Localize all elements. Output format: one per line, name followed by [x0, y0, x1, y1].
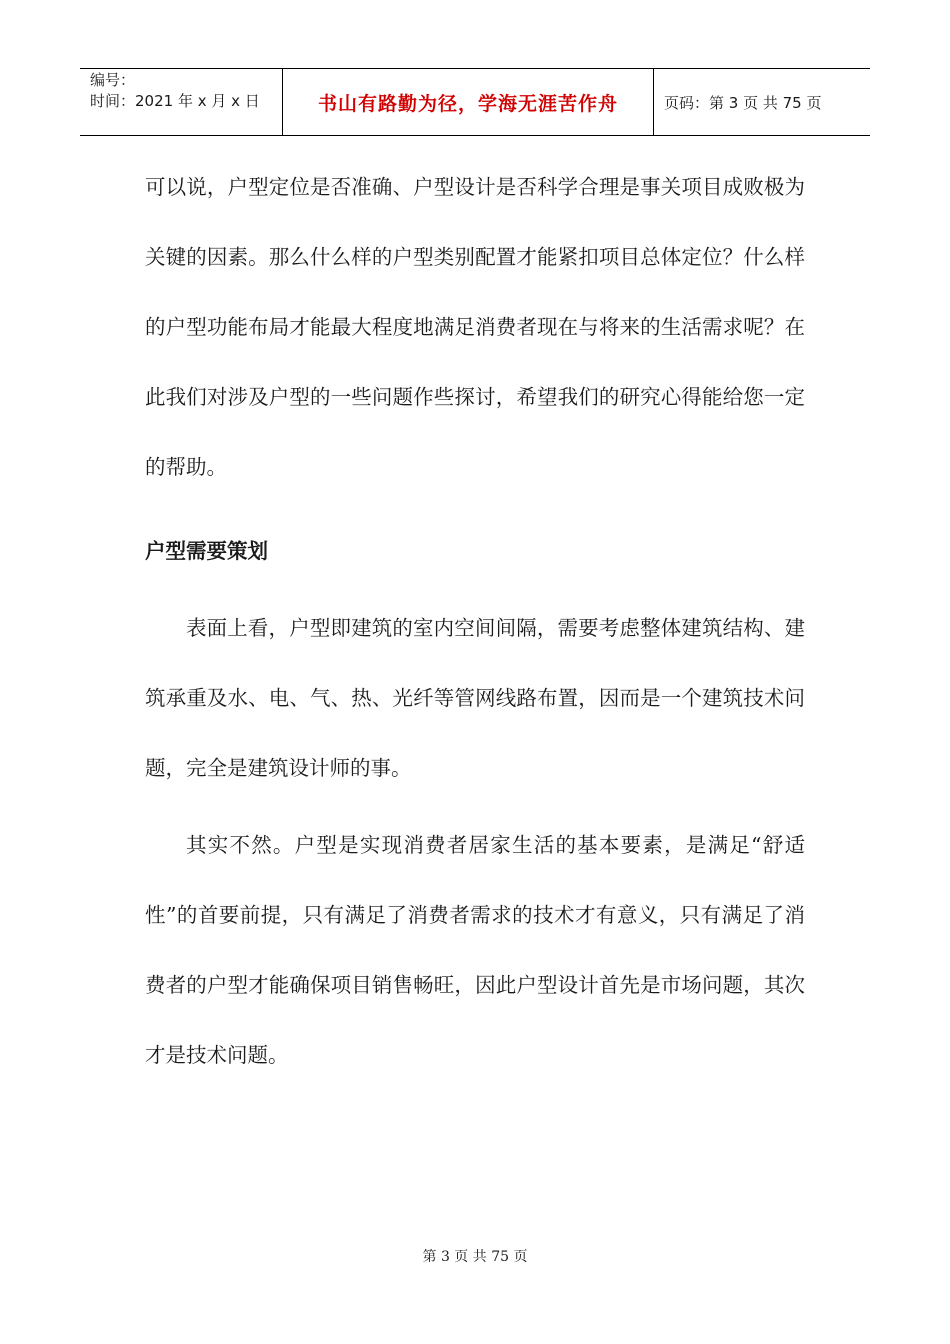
- header-page-cell: [654, 69, 870, 135]
- header-motto: 书山有路勤为径，学海无涯苦作舟: [317, 92, 618, 115]
- document-date-label: 时间：2021 年 x 月 x 日: [90, 92, 260, 110]
- section-heading: 户型需要策划: [145, 539, 268, 563]
- page-footer: 第 3 页 共 75 页: [422, 1249, 528, 1265]
- header-motto-cell: [282, 69, 654, 135]
- document-body: [145, 152, 805, 1090]
- body-paragraph-1: 可以说，户型定位是否准确、户型设计是否科学合理是事关项目成败极为关键的因素。那么什么样的户型类别配置才能紧扣项目总体定位？什么样的户型功能布局才能最大程度地满足消费者现在与将来的生活需求呢？在此我们对涉及户型的一些问题作些探讨，希望我们的研究心得能给您一定的帮助。: [145, 175, 805, 479]
- body-paragraph-3: 其实不然。户型是实现消费者居家生活的基本要素，是满足“舒适性”的首要前提，只有满足了消费者需求的技术才有意义，只有满足了消费者的户型才能确保项目销售畅旺，因此户型设计首先是市场问题，其次才是技术问题。: [145, 833, 805, 1067]
- body-paragraph-2: 表面上看，户型即建筑的室内空间间隔，需要考虑整体建筑结构、建筑承重及水、电、气、热、光纤等管网线路布置，因而是一个建筑技术问题，完全是建筑设计师的事。: [145, 616, 805, 780]
- header-info-cell: [80, 69, 282, 135]
- page-header: [80, 68, 870, 136]
- header-page-code: 页码：第 3 页 共 75 页: [664, 93, 822, 112]
- document-number-label: 编号：: [90, 71, 136, 89]
